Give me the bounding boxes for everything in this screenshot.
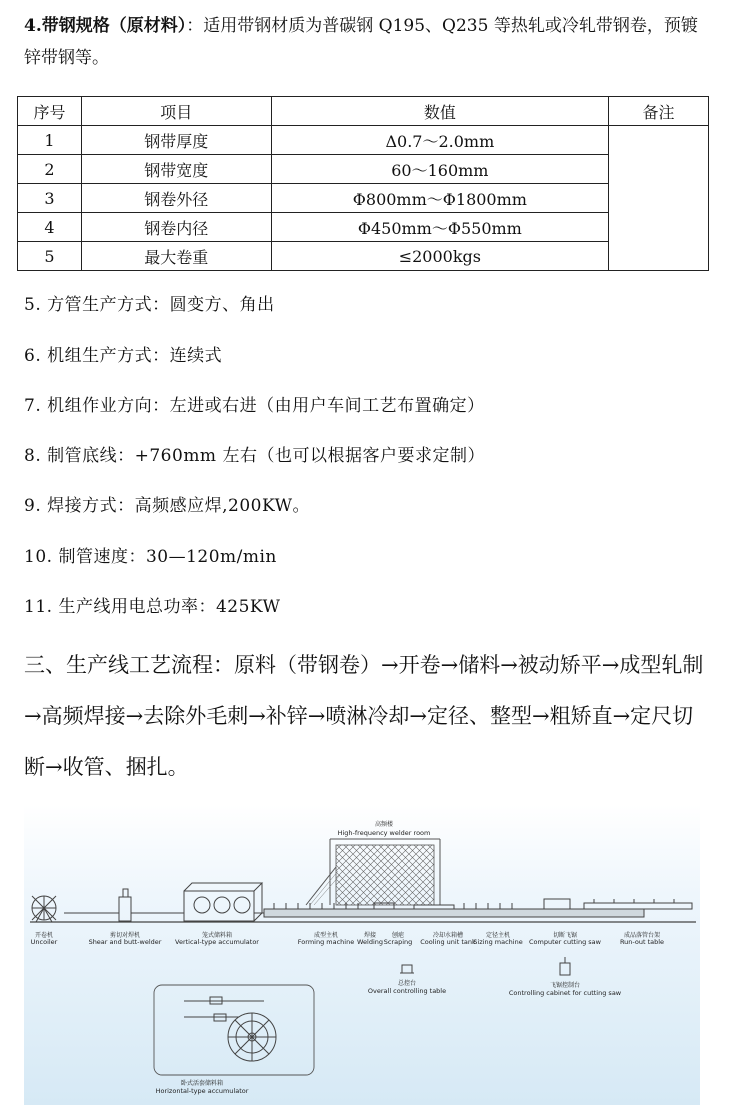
table-cell: 5 — [18, 242, 82, 271]
table-cell: 1 — [18, 126, 82, 155]
machine-label-en: Computer cutting saw — [529, 938, 601, 946]
spec-table — [17, 96, 709, 271]
spec-lead: 4.带钢规格（原材料） — [24, 16, 187, 36]
machine-label-cn: 焊接 — [363, 932, 377, 939]
machine-label-cn: 开卷机 — [34, 932, 54, 939]
table-cell: 钢卷内径 — [81, 213, 271, 242]
machine-label-en: Forming machine — [297, 938, 355, 946]
table-cell: Φ450mm～Φ550mm — [271, 213, 609, 242]
table-row — [18, 213, 709, 242]
header-cell: 备注 — [609, 97, 709, 126]
table-cell: 3 — [18, 184, 82, 213]
machine-label-en: Run-out table — [619, 938, 665, 946]
horizontal-acc-label-cn: 卧式活套储料箱 — [180, 1080, 224, 1087]
header-cell: 数值 — [271, 97, 609, 126]
machine-label-en: Vertical-type accumulator — [175, 938, 259, 946]
control-table-label-cn: 总控台 — [397, 980, 417, 987]
machine-label-cn: 成品落管台架 — [623, 932, 661, 939]
header-cell: 序号 — [18, 97, 82, 126]
welder-room-label-cn: 高频楼 — [374, 821, 394, 828]
table-cell: 60～160mm — [271, 155, 609, 184]
machine-label-en: Sizing machine — [473, 938, 523, 946]
machine-label-en: Welding — [356, 938, 384, 946]
machine-label-cn: 笼式储料箱 — [201, 932, 233, 939]
table-cell: Δ0.7～2.0mm — [271, 126, 609, 155]
table-cell: ≤2000kgs — [271, 242, 609, 271]
process-flow-paragraph: 三、生产线工艺流程：原料（带钢卷）→开卷→储料→被动矫平→成型轧制→高频焊接→去除外毛刺→补锌→喷淋冷却→定径、整型→粗矫直→定尺切断→收管、捆扎。 — [24, 653, 704, 779]
machine-label-en: Uncoiler — [30, 938, 58, 946]
machine-label-cn: 刨疤 — [391, 932, 405, 939]
spec-paragraph — [24, 10, 714, 74]
table-header-row — [18, 97, 709, 126]
table-cell: Φ800mm～Φ1800mm — [271, 184, 609, 213]
table-cell: 钢卷外径 — [81, 184, 271, 213]
saw-cabinet-label-cn: 飞锯控制台 — [549, 982, 581, 989]
control-table-label-en: Overall controlling table — [367, 987, 447, 995]
table-cell: 钢带宽度 — [81, 155, 271, 184]
production-line-diagram — [24, 805, 700, 1105]
spec-item: 9. 焊接方式：高频感应焊,200KW。 — [24, 496, 311, 516]
spec-item: 8. 制管底线：+760mm 左右（也可以根据客户要求定制） — [24, 446, 485, 466]
machine-label-cn: 定径主机 — [485, 932, 511, 939]
machine-label-cn: 剪切对焊机 — [109, 932, 141, 939]
spec-item: 11. 生产线用电总功率：425KW — [24, 597, 281, 617]
horizontal-acc-label-en: Horizontal-type accumulator — [155, 1087, 249, 1095]
machine-label-cn: 成型主机 — [313, 932, 339, 939]
welder-room-label-en: High-frequency welder room — [337, 829, 431, 837]
remark-cell — [609, 126, 709, 271]
saw-cabinet-label-en: Controlling cabinet for cutting saw — [508, 989, 622, 997]
table-cell: 2 — [18, 155, 82, 184]
table-cell: 最大卷重 — [81, 242, 271, 271]
spec-item: 5. 方管生产方式：圆变方、角出 — [24, 295, 275, 315]
table-cell: 4 — [18, 213, 82, 242]
table-cell: 钢带厚度 — [81, 126, 271, 155]
table-row — [18, 242, 709, 271]
machine-label-en: Shear and butt-welder — [88, 938, 162, 946]
spec-item: 6. 机组生产方式：连续式 — [24, 346, 223, 366]
accumulator-wheel-icon — [228, 1013, 276, 1061]
machine-label-cn: 切断飞锯 — [552, 932, 578, 939]
table-row — [18, 126, 709, 155]
machine-label-cn: 冷却水箱槽 — [432, 932, 464, 939]
spec-item: 7. 机组作业方向：左进或右进（由用户车间工艺布置确定） — [24, 396, 485, 416]
table-row — [18, 184, 709, 213]
spec-text: ：适用带钢材质为普碳钢 Q195、Q235 等热轧或冷轧带钢卷，预镀锌带钢等。 — [24, 16, 698, 68]
machine-label-en: Scraping — [383, 938, 413, 946]
machine-label-en: Cooling unit tank — [420, 938, 476, 946]
header-cell: 项目 — [81, 97, 271, 126]
table-row — [18, 155, 709, 184]
spec-item: 10. 制管速度：30—120m/min — [24, 547, 277, 567]
